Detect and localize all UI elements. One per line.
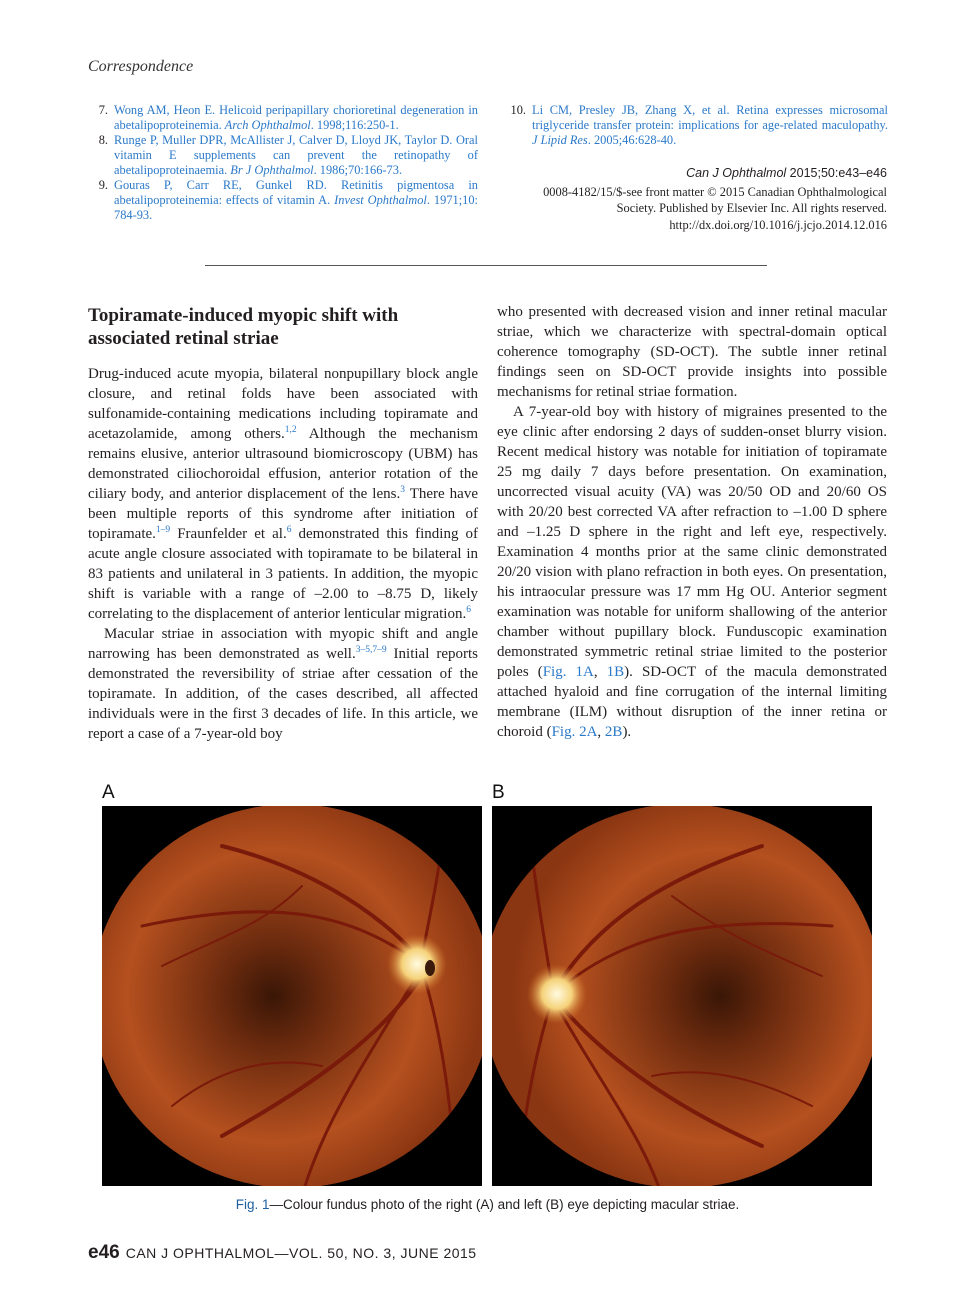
reference-text: Wong AM, Heon E. Helicoid peripapillary chorioretinal degeneration in abetalipoproteinemia. <box>114 103 478 132</box>
text-run: A 7-year-old boy with history of migraines presented to the eye clinic after endorsing 2 days of sudden-onset blurry vision. Recent medical history was notable for initiation of topiramate 25 mg daily 7 days before presentation. On examination, uncorrected visual acuity (VA) was 20/50 OD and 20/60 OS with 20/20 best corrected VA after refraction to –1.00 D sphere and –1.25 D sphere in the right and left eye, respectively. Examination 4 months prior at the same clinic demonstrated 20/20 vision with plano refraction in both eyes. On presentation, his intraocular pressure was 17 mm Hg OU. Anterior segment examination was notable for uniform shallowing of the anterior chamber without pupillary block. Funduscopic examination demonstrated symmetric retinal striae limited to the posterior poles ( <box>497 404 887 680</box>
citation-superscript[interactable]: 1,2 <box>284 425 297 435</box>
reference-journal: Arch Ophthalmol <box>224 118 311 132</box>
reference-journal: Br J Ophthalmol <box>230 163 314 177</box>
copyright-line-1: 0008-4182/15/$-see front matter © 2015 Canadian Ophthalmological <box>543 184 887 199</box>
section-divider <box>205 265 767 266</box>
fundus-photo-left-eye <box>492 806 872 1186</box>
figure-link[interactable]: Fig. 1A <box>542 664 594 680</box>
reference-details: . 1986;70:166-73. <box>313 163 403 177</box>
article-column-left <box>88 300 478 744</box>
reference-details: . 1971;10: 784-93. <box>114 193 478 222</box>
doi-link[interactable]: http://dx.doi.org/10.1016/j.jcjo.2014.12.016 <box>669 217 887 232</box>
text-run: There have been multiple reports of this syndrome after initiation of topiramate. <box>88 486 478 542</box>
figure-link[interactable]: Fig. 2A <box>551 724 598 740</box>
journal-volume: 2015;50:e43–e46 <box>786 166 887 180</box>
figure-caption-label: Fig. 1 <box>235 1197 270 1212</box>
paragraph-continuation: who presented with decreased vision and inner retinal macular striae, which we characterize with spectral-domain optical coherence tomography (SD-OCT). The subtle inner retinal findings seen on SD-OCT provide insights into possible mechanisms for retinal striae formation. <box>497 304 887 400</box>
reference-journal: Invest Ophthalmol <box>334 193 427 207</box>
figure-label-a: A <box>102 782 115 803</box>
reference-number: 9. <box>98 178 108 192</box>
text-run: ). SD-OCT of the macula demonstrated attached hyaloid and fine corrugation of the internal limiting membrane (ILM) without disruption of the inner retina or choroid ( <box>497 664 887 740</box>
reference-journal: J Lipid Res <box>532 133 588 147</box>
text-run: , <box>597 724 605 740</box>
references-right <box>496 103 888 148</box>
figure-link[interactable]: 2B <box>604 724 623 740</box>
figure-label-b: B <box>492 782 505 803</box>
text-run: ). <box>622 724 632 740</box>
text-run: Drug-induced acute myopia, bilateral nonpupillary block angle closure, and retinal folds have been associated with sulfonamide-containing medications including topiramate and acetazolamide, among others. <box>88 366 478 442</box>
paragraph-striae <box>88 624 478 744</box>
text-run: Initial reports demonstrated the reversibility of striae after cessation of the topiramate. In addition, of the cases described, all affected individuals were in the first 3 decades of life. In this article, we report a case of a 7-year-old boy <box>88 646 478 742</box>
article-column-right <box>497 302 887 742</box>
figure-link[interactable]: 1B <box>606 664 625 680</box>
reference-item[interactable] <box>88 103 478 133</box>
reference-details: . 2005;46:628-40. <box>587 133 677 147</box>
text-run: Although the mechanism remains elusive, anterior ultrasound biomicroscopy (UBM) has demonstrated ciliochoroidal effusion, anterior rotation of the ciliary body, and anterior displacement of the lens. <box>88 426 478 502</box>
citation-superscript[interactable]: 6 <box>286 525 292 535</box>
article-title: Topiramate-induced myopic shift with associated retinal striae <box>88 305 399 349</box>
reference-text: Runge P, Muller DPR, McAllister J, Calver D, Lloyd JK, Taylor D. Oral vitamin E supplements can prevent the retinopathy of abetalipoproteinaemia. <box>114 133 478 177</box>
reference-item[interactable] <box>88 133 478 178</box>
figure-caption <box>88 1197 887 1212</box>
figure-caption-text: —Colour fundus photo of the right (A) and left (B) eye depicting macular striae. <box>269 1197 740 1212</box>
reference-text: Gouras P, Carr RE, Gunkel RD. Retinitis pigmentosa in abetalipoproteinemia: effects of vitamin A. <box>114 178 478 207</box>
reference-number: 8. <box>98 133 108 147</box>
copyright-line-2: Society. Published by Elsevier Inc. All rights reserved. <box>616 201 887 215</box>
reference-number: 10. <box>510 103 526 117</box>
references-left <box>88 103 478 223</box>
text-run: Fraunfelder et al. <box>170 526 287 542</box>
citation-superscript[interactable]: 3–5,7–9 <box>355 645 387 655</box>
text-run: Macular striae in association with myopic shift and angle narrowing has been demonstrated as well. <box>88 626 478 662</box>
reference-item[interactable] <box>88 178 478 223</box>
reference-details: . 1998;116:250-1. <box>310 118 399 132</box>
paragraph-intro <box>88 364 478 624</box>
paragraph-case <box>497 402 887 742</box>
text-run: demonstrated this finding of acute angle closure associated with topiramate to be bilateral in 83 patients and unilateral in 3 patients. In addition, the myopic shift is variable with a range of –2.00 to –8.75 D, likely correlating to the displacement of anterior lenticular migration. <box>88 526 478 622</box>
running-head: Correspondence <box>88 58 194 75</box>
fundus-photo-right-eye <box>102 806 482 1186</box>
citation-superscript[interactable]: 1–9 <box>155 525 171 535</box>
page-footer <box>88 1242 477 1264</box>
journal-name: Can J Ophthalmol <box>686 166 787 180</box>
citation-superscript[interactable]: 3 <box>400 485 405 495</box>
reference-number: 7. <box>98 103 108 117</box>
article-citation <box>540 165 887 233</box>
journal-issue-info: CAN J OPHTHALMOL—VOL. 50, NO. 3, JUNE 2015 <box>125 1245 477 1261</box>
text-run: , <box>593 664 607 680</box>
page-number: e46 <box>88 1242 120 1263</box>
journal-citation <box>540 165 887 182</box>
reference-item[interactable] <box>496 103 888 148</box>
citation-superscript[interactable]: 6 <box>466 605 471 615</box>
reference-text: Li CM, Presley JB, Zhang X, et al. Retina expresses microsomal triglyceride transfer protein: implications for age-related maculopathy. <box>532 103 888 132</box>
